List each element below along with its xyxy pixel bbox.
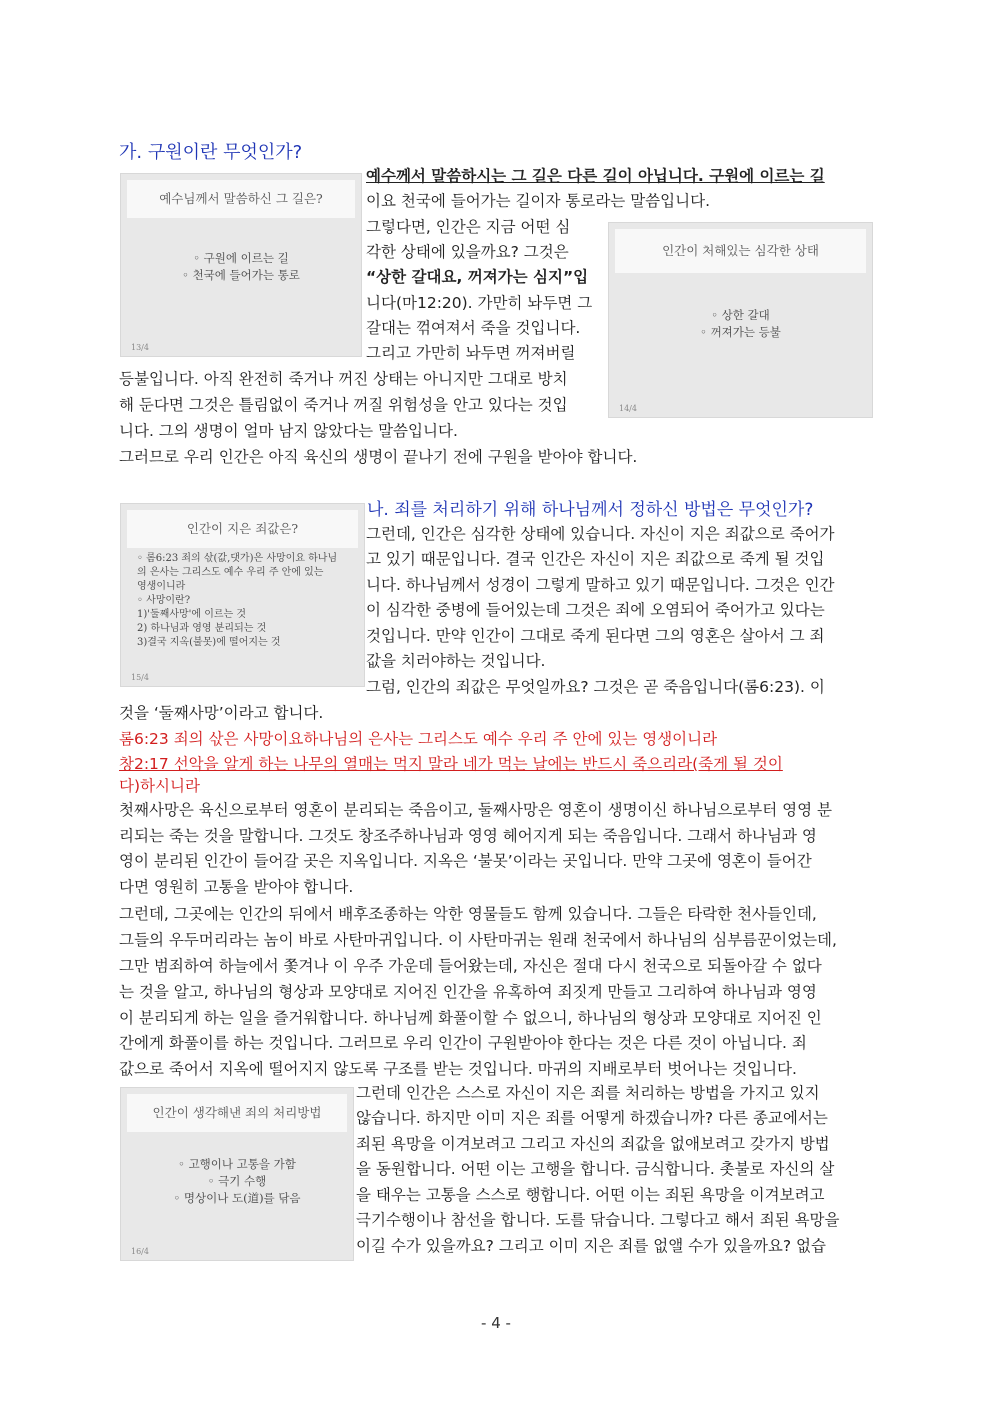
paragraph-line: 각한 상태에 있을까요? 그것은 bbox=[366, 243, 569, 261]
slide-thumbnail-1 bbox=[120, 173, 362, 357]
slide-title: 예수님께서 말씀하신 그 길은? bbox=[127, 180, 355, 218]
slide-body bbox=[121, 1156, 353, 1207]
paragraph-line: 그들의 우두머리라는 놈이 바로 사탄마귀입니다. 이 사탄마귀는 원래 천국에서 하나님의 심부름꾼이었는데, bbox=[119, 931, 837, 949]
paragraph-line: 죄된 욕망을 이겨보려고 그리고 자신의 죄값을 없애보려고 갖가지 방법 bbox=[356, 1135, 830, 1153]
paragraph-line: 그만 범죄하여 하늘에서 쫓겨나 이 우주 가운데 들어왔는데, 자신은 절대 다시 천국으로 되돌아갈 수 없다 bbox=[119, 957, 822, 975]
bible-verse: 롬6:23 죄의 삯은 사망이요하나님의 은사는 그리스도 예수 우리 주 안에 있는 영생이니라 bbox=[119, 730, 718, 748]
slide-thumbnail-3 bbox=[120, 503, 365, 687]
slide-thumbnail-4 bbox=[120, 1087, 354, 1261]
paragraph-line: 해 둔다면 그것은 틀림없이 죽거나 꺼질 위험성을 안고 있다는 것입 bbox=[119, 396, 568, 414]
slide-item: ◦ 꺼져가는 등불 bbox=[700, 325, 781, 339]
slide-item: ◦ 천국에 들어가는 통로 bbox=[182, 268, 300, 282]
paragraph-line: 갈대는 꺾여져서 죽을 것입니다. bbox=[366, 319, 581, 337]
paragraph-line: 다면 영원히 고통을 받아야 합니다. bbox=[119, 878, 354, 896]
slide-item: 의 은사는 그리스도 예수 우리 주 안에 있는 bbox=[137, 567, 324, 578]
paragraph-line: 극기수행이나 참선을 합니다. 도를 닦습니다. 그렇다고 해서 죄된 욕망을 bbox=[356, 1211, 840, 1229]
paragraph-line: 간에게 화풀이를 하는 것입니다. 그러므로 우리 인간이 구원받아야 한다는 것은 다른 것이 아닙니다. 죄 bbox=[119, 1034, 807, 1052]
paragraph-line: 는 것을 알고, 하나님의 형상과 모양대로 지어진 인간을 유혹하여 죄짓게 만들고 그리하여 하나님과 영영 bbox=[119, 983, 817, 1001]
paragraph-line: 예수께서 말씀하시는 그 길은 다른 길이 아닙니다. 구원에 이르는 길 bbox=[366, 167, 825, 185]
slide-item: 영생이니라 bbox=[137, 581, 186, 592]
slide-item: ◦ 고행이나 고통을 가함 bbox=[178, 1157, 296, 1171]
paragraph-line: 고 있기 때문입니다. 결국 인간은 자신이 지은 죄값으로 죽게 될 것입 bbox=[366, 550, 825, 568]
section-heading-2: 나. 죄를 처리하기 위해 하나님께서 정하신 방법은 무엇인가? bbox=[367, 500, 814, 520]
paragraph-line: 않습니다. 하지만 이미 지은 죄를 어떻게 하겠습니까? 다른 종교에서는 bbox=[356, 1109, 828, 1127]
paragraph-line: 이길 수가 있을까요? 그리고 이미 지은 죄를 없앨 수가 있을까요? 없습 bbox=[356, 1237, 826, 1255]
slide-item: 3)결국 지옥(불못)에 떨어지는 것 bbox=[137, 637, 281, 648]
paragraph-line: 것을 ‘둘째사망’이라고 합니다. bbox=[119, 704, 324, 722]
paragraph-line: 그런데, 그곳에는 인간의 뒤에서 배후조종하는 악한 영물들도 함께 있습니다. 그들은 타락한 천사들인데, bbox=[119, 905, 817, 923]
paragraph-line: 것입니다. 만약 인간이 그대로 죽게 된다면 그의 영혼은 살아서 그 죄 bbox=[366, 627, 825, 645]
slide-title: 인간이 지은 죄값은? bbox=[127, 510, 358, 548]
paragraph-line: 을 동원합니다. 어떤 이는 고행을 합니다. 금식합니다. 촛불로 자신의 살 bbox=[356, 1160, 835, 1178]
paragraph-line: 그렇다면, 인간은 지금 어떤 심 bbox=[366, 218, 571, 236]
paragraph-line: 그리고 가만히 놔두면 꺼져버릴 bbox=[366, 344, 576, 362]
paragraph-line: 니다. 하나님께서 성경이 그렇게 말하고 있기 때문입니다. 그것은 인간 bbox=[366, 576, 835, 594]
paragraph-line: 그러므로 우리 인간은 아직 육신의 생명이 끝나기 전에 구원을 받아야 합니다. bbox=[119, 448, 638, 466]
paragraph-line: 니다(마12:20). 가만히 놔두면 그 bbox=[366, 294, 593, 312]
paragraph-line: 이 심각한 중병에 들어있는데 그것은 죄에 오염되어 죽어가고 있다는 bbox=[366, 601, 825, 619]
slide-number: 14/4 bbox=[619, 404, 637, 413]
paragraph-line: 그런데, 인간은 심각한 상태에 있습니다. 자신이 지은 죄값으로 죽어가 bbox=[366, 525, 835, 543]
slide-number: 15/4 bbox=[131, 673, 149, 682]
slide-item: 2) 하나님과 영영 분리되는 것 bbox=[137, 623, 267, 634]
slide-item: ◦ 상한 갈대 bbox=[711, 308, 770, 322]
section-heading-1: 가. 구원이란 무엇인가? bbox=[119, 142, 303, 163]
paragraph-line: 리되는 죽는 것을 말합니다. 그것도 창조주하나님과 영영 헤어지게 되는 죽음입니다. 그래서 하나님과 영 bbox=[119, 827, 817, 845]
slide-thumbnail-2 bbox=[608, 222, 873, 418]
paragraph-line: 값으로 죽어서 지옥에 떨어지지 않도록 구조를 받는 것입니다. 마귀의 지배로부터 벗어나는 것입니다. bbox=[119, 1060, 797, 1078]
slide-number: 13/4 bbox=[131, 343, 149, 352]
slide-body bbox=[121, 250, 361, 284]
slide-body bbox=[137, 552, 358, 650]
slide-number: 16/4 bbox=[131, 1247, 149, 1256]
slide-item: ◦ 명상이나 도(道)를 닦음 bbox=[173, 1191, 301, 1205]
paragraph-line: 값을 치러야하는 것입니다. bbox=[366, 652, 546, 670]
page-number: - 4 - bbox=[481, 1314, 511, 1332]
slide-title: 인간이 처해있는 심각한 상태 bbox=[615, 229, 866, 273]
slide-body bbox=[609, 307, 872, 341]
slide-item: ◦ 롬6:23 죄의 삯(값,댓가)은 사망이요 하나님 bbox=[137, 553, 338, 564]
bible-verse: 다)하시니라 bbox=[119, 777, 200, 795]
paragraph-line: “상한 갈대요, 꺼져가는 심지”입 bbox=[366, 268, 589, 286]
slide-item: 1)'둘째사망'에 이르는 것 bbox=[137, 609, 247, 620]
paragraph-line: 등불입니다. 아직 완전히 죽거나 꺼진 상태는 아니지만 그대로 방치 bbox=[119, 370, 568, 388]
slide-title: 인간이 생각해낸 죄의 처리방법 bbox=[127, 1094, 347, 1132]
paragraph-line: 그런데 인간은 스스로 자신이 지은 죄를 처리하는 방법을 가지고 있지 bbox=[356, 1084, 820, 1102]
paragraph-line: 을 태우는 고통을 스스로 행합니다. 어떤 이는 죄된 욕망을 이겨보려고 bbox=[356, 1186, 825, 1204]
slide-item: ◦ 사망이란? bbox=[137, 595, 191, 606]
paragraph-line: 이요 천국에 들어가는 길이자 통로라는 말씀입니다. bbox=[366, 192, 710, 210]
paragraph-line: 영이 분리된 인간이 들어갈 곳은 지옥입니다. 지옥은 ‘불못’이라는 곳입니다. 만약 그곳에 영혼이 들어간 bbox=[119, 852, 812, 870]
paragraph-line: 첫째사망은 육신으로부터 영혼이 분리되는 죽음이고, 둘째사망은 영혼이 생명이신 하나님으로부터 영영 분 bbox=[119, 801, 833, 819]
slide-item: ◦ 구원에 이르는 길 bbox=[193, 251, 289, 265]
paragraph-line: 그럼, 인간의 죄값은 무엇일까요? 그것은 곧 죽음입니다(롬6:23). 이 bbox=[366, 678, 825, 696]
slide-item: ◦ 극기 수행 bbox=[207, 1174, 267, 1188]
paragraph-line: 니다. 그의 생명이 얼마 남지 않았다는 말씀입니다. bbox=[119, 422, 458, 440]
paragraph-line: 이 분리되게 하는 일을 즐거워합니다. 하나님께 화풀이할 수 없으니, 하나님의 형상과 모양대로 지어진 인 bbox=[119, 1009, 822, 1027]
bible-verse: 창2:17 선악을 알게 하는 나무의 열매는 먹지 말라 네가 먹는 날에는 반드시 죽으리라(죽게 될 것이 bbox=[119, 755, 783, 773]
